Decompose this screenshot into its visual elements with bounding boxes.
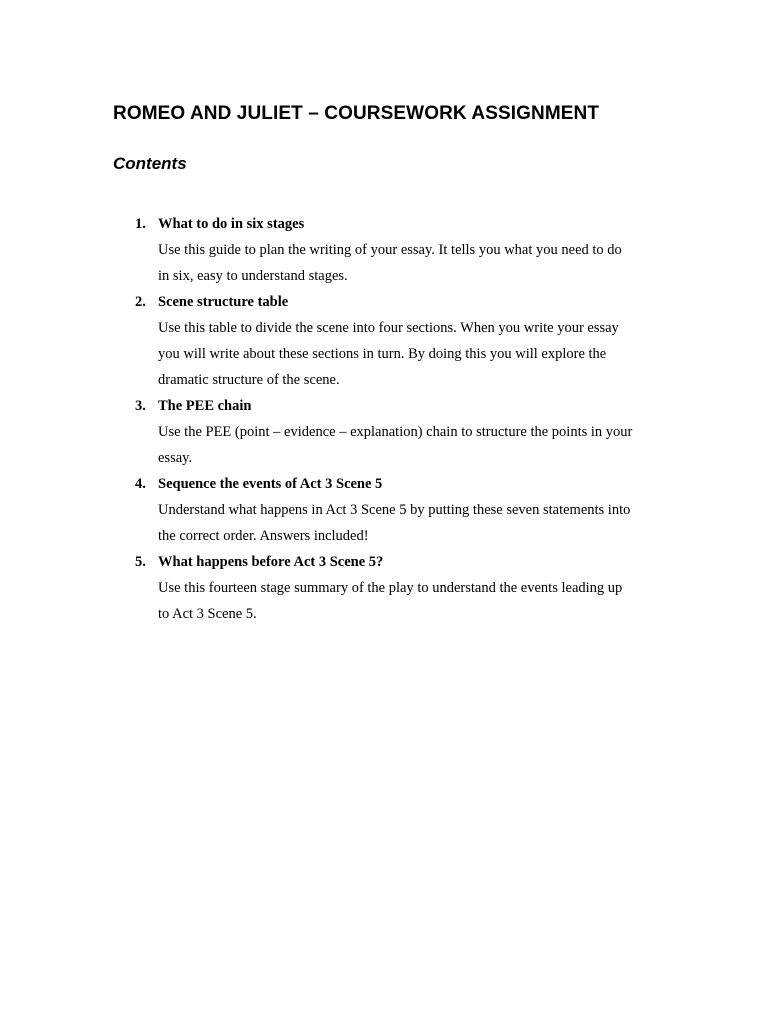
contents-item <box>0 471 658 549</box>
contents-item <box>0 393 658 471</box>
contents-heading: Contents <box>113 154 187 173</box>
item-description: Use this table to divide the scene into four sections. When you write your essay you will write about these sections in turn. By doing this you will explore the dramatic structure of the scene. <box>158 320 619 388</box>
contents-item <box>0 211 658 289</box>
item-number: 3. <box>135 398 146 414</box>
document-title: ROMEO AND JULIET – COURSEWORK ASSIGNMENT <box>113 103 600 124</box>
item-title: Scene structure table <box>158 294 289 310</box>
item-number: 2. <box>135 294 146 310</box>
item-title: What to do in six stages <box>158 216 305 232</box>
item-number: 4. <box>135 476 146 492</box>
item-description: Use this guide to plan the writing of your essay. It tells you what you need to do in six, easy to understand stages. <box>158 242 622 284</box>
item-title: Sequence the events of Act 3 Scene 5 <box>158 476 383 492</box>
contents-list <box>0 211 768 627</box>
item-description: Use this fourteen stage summary of the play to understand the events leading up to Act 3 Scene 5. <box>158 580 623 622</box>
item-number: 5. <box>135 554 146 570</box>
contents-item <box>0 549 658 627</box>
contents-item <box>0 289 658 393</box>
item-description: Use the PEE (point – evidence – explanation) chain to structure the points in your essay. <box>158 424 633 466</box>
item-title: The PEE chain <box>158 398 252 414</box>
item-description: Understand what happens in Act 3 Scene 5 by putting these seven statements into the correct order. Answers included! <box>158 502 631 544</box>
item-title: What happens before Act 3 Scene 5? <box>158 554 384 570</box>
item-number: 1. <box>135 216 146 232</box>
